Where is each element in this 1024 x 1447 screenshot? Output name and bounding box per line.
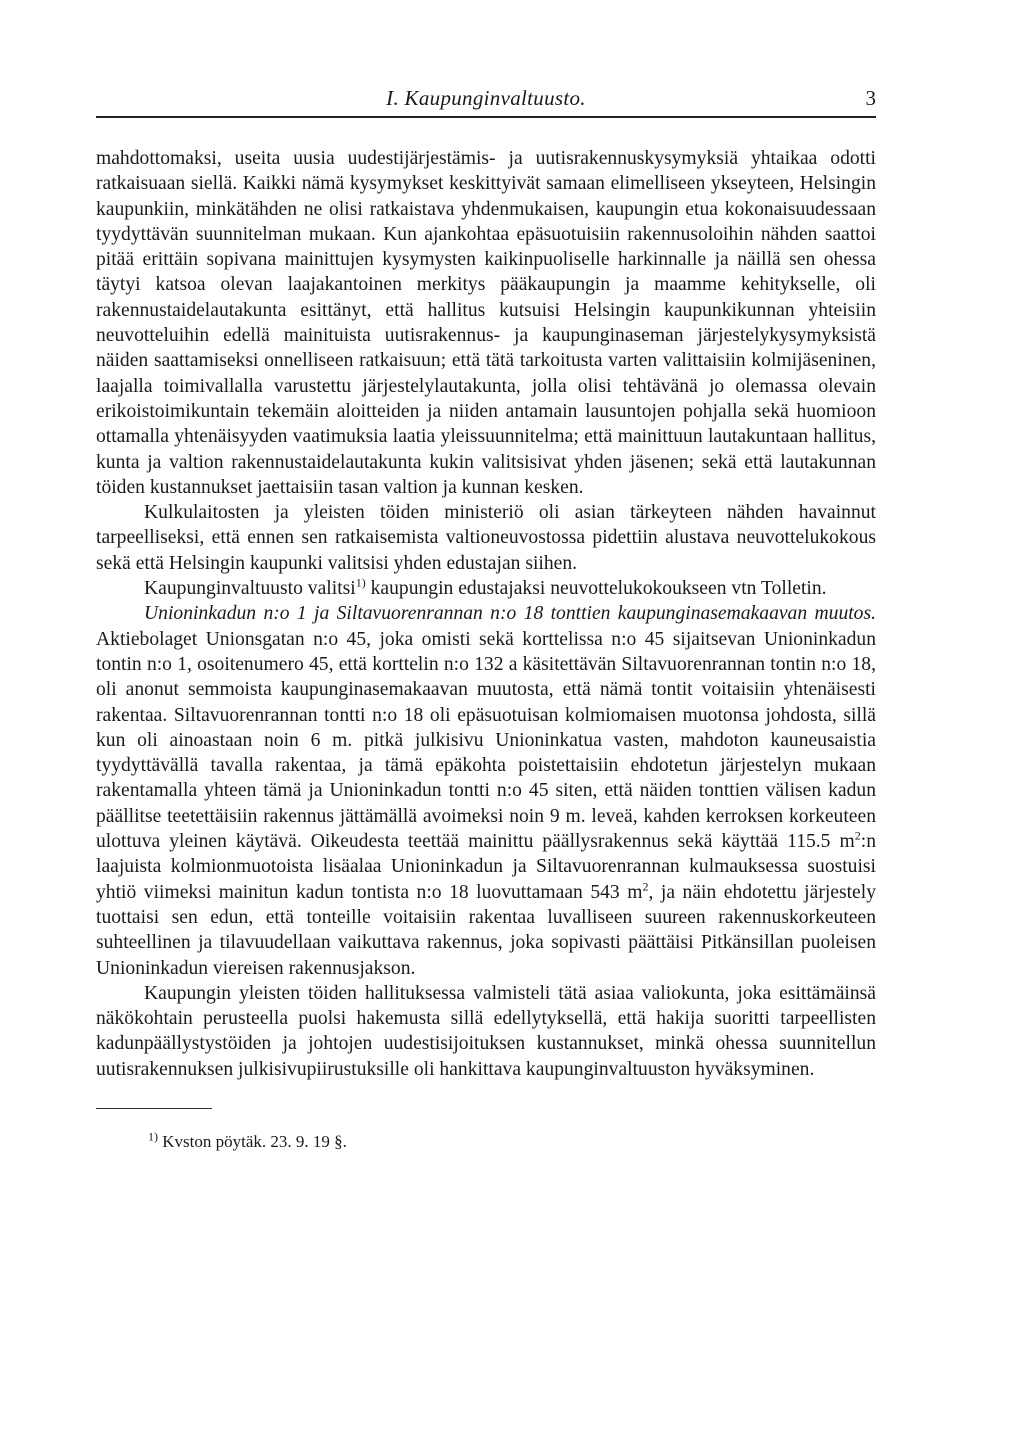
body-text — [96, 146, 876, 1153]
paragraph-text: :n laajuista kolmionmuotoista lisäalaa Unioninkadun ja Siltavuorenrannan kulmauksessa suostuisi yhtiö viimeksi mainitun kadun tontista n:o 18 luovuttamaan 543 m — [96, 831, 876, 903]
footnote-reference: 1) — [355, 575, 366, 590]
paragraph — [96, 601, 876, 980]
paragraph-text: Kaupunginvaltuusto valitsi — [144, 578, 356, 600]
footnote-text: Kvston pöytäk. 23. 9. 19 §. — [158, 1131, 347, 1151]
header-rule — [96, 116, 876, 118]
paragraph-text: , ja näin ehdotettu järjestely tuottaisi sen edun, että tonteille voitaisiin rakentaa luvalliseen suureen rakennuskorkeuteen suhteellinen ja tilavuudellaan vaikuttava rakennus, joka sopivasti päättäisi Pitkänsillan puoleisen Unioninkadun viereisen rakennusjakson. — [96, 881, 876, 979]
page-number: 3 — [865, 86, 876, 110]
superscript: 2 — [642, 879, 649, 894]
paragraph — [96, 576, 876, 601]
paragraph — [96, 500, 876, 576]
paragraph-text: Aktiebolaget Unionsgatan n:o 45, joka omisti sekä korttelissa n:o 45 sijaitsevan Unioninkadun tontin n:o 1, osoitenumero 45, että korttelin n:o 132 a käsitettävän Siltavuorenrannan tontin n:o 18, oli anonut semmoista kaupunginasemakaavan muutosta, että nämä tontit voitaisiin yhtenäisesti rakentaa. Siltavuorenrannan tontti n:o 18 oli epäsuotuisan kolmiomaisen muotonsa johdosta, sillä kun oli ainoastaan noin 6 m. pitkä julkisivu Unioninkatua vasten, mahdoton kauneusaistia tyydyttävällä tavalla rakentaa, ja tämä epäkohta poistettaisiin ehdotetun järjestelyn mukaan rakentamalla yhteen tämä ja Unioninkadun tontti n:o 45 siten, että näiden tonttien välisen kadun päällitse teetettäisiin rakennus jättämällä avoimeksi noin 9 m. leveä, kahden kerroksen korkeuteen ulottuva yleinen käytävä. Oikeudesta teettää mainittu päällysrakennus sekä käyttää 115.5 m — [96, 628, 876, 853]
superscript: 2 — [854, 828, 861, 843]
paragraph-text: Kaupungin yleisten töiden hallituksessa valmisteli tätä asiaa valiokunta, joka esittämäinsä näkökohtain perusteella puolsi hakemusta sillä edellytyksellä, että hakija suoritti tarpeellisten kadunpäällystystöiden ja johtojen uudestisijoituksen kustannukset, minkä ohessa suunnitellun uutisrakennuksen julkisivupiirustuksille oli hankittava kaupunginvaltuuston hyväksyminen. — [96, 982, 876, 1080]
paragraph — [96, 146, 876, 500]
header-title: I. Kaupunginvaltuusto. — [386, 86, 586, 110]
footnote — [96, 1131, 876, 1153]
paragraph-text: Kulkulaitosten ja yleisten töiden ministeriö oli asian tärkeyteen nähden havainnut tarpeelliseksi, että ennen sen ratkaisemista valtioneuvostossa pidettiin alustava neuvottelukokous sekä että Helsingin kaupunki valitsisi yhden edustajan siihen. — [96, 502, 876, 574]
section-title: Unioninkadun n:o 1 ja Siltavuorenrannan n:o 18 tonttien kaupunginasemakaavan muutos. — [144, 603, 876, 625]
paragraph-text: mahdottomaksi, useita uusia uudestijärjestämis- ja uutisrakennuskysymyksiä yhtaikaa odotti ratkaisuaan siellä. Kaikki nämä kysymykset keskittyivät samaan elimelliseen ykseyteen, Helsingin kaupunkiin, minkätähden ne olisi ratkaistava yhdenmukaisen, kaupungin etua kokonaisuudessaan tyydyttävän suunnitelman mukaan. Kun ajankohtaa epäsuotuisiin rakennusoloihin nähden saattoi pitää erittäin sopivana mainittujen kysymysten kaikinpuoliselle harkinnalle ja näillä sen ohessa täytyi katsoa olevan laajakantoinen merkitys pääkaupungin ja maamme kehitykselle, oli rakennustaidelautakunta esittänyt, että hallitus kutsuisi Helsingin kaupunkikunnan yhteisiin neuvotteluihin edellä mainituista uutisrakennus- ja kaupunginaseman järjestelykysymyksistä näiden saattamiseksi onnelliseen ratkaisuun; että tätä tarkoitusta varten valittaisiin kolmijäseninen, laajalla toimivallalla varustettu järjestelylautakunta, jolla olisi tehtävänä jo olemassa olevain erikoistoimikuntain tekemäin aloitteiden ja niiden antamain lausuntojen pohjalla sekä huomioon ottamalla yhtenäisyyden vaatimuksia laatia yleissuunnitelma; että mainittuun lautakuntaan hallitus, kunta ja valtion rakennustaidelautakunta kukin valitsisivat yhden jäsenen; sekä että lautakunnan töiden kustannukset jaettaisiin tasan valtion ja kunnan kesken. — [96, 148, 876, 498]
paragraph-text: kaupungin edustajaksi neuvottelukokoukseen vtn Tolletin. — [365, 578, 827, 600]
running-header — [96, 84, 876, 116]
paragraph — [96, 981, 876, 1082]
footnote-marker: 1) — [148, 1129, 158, 1144]
